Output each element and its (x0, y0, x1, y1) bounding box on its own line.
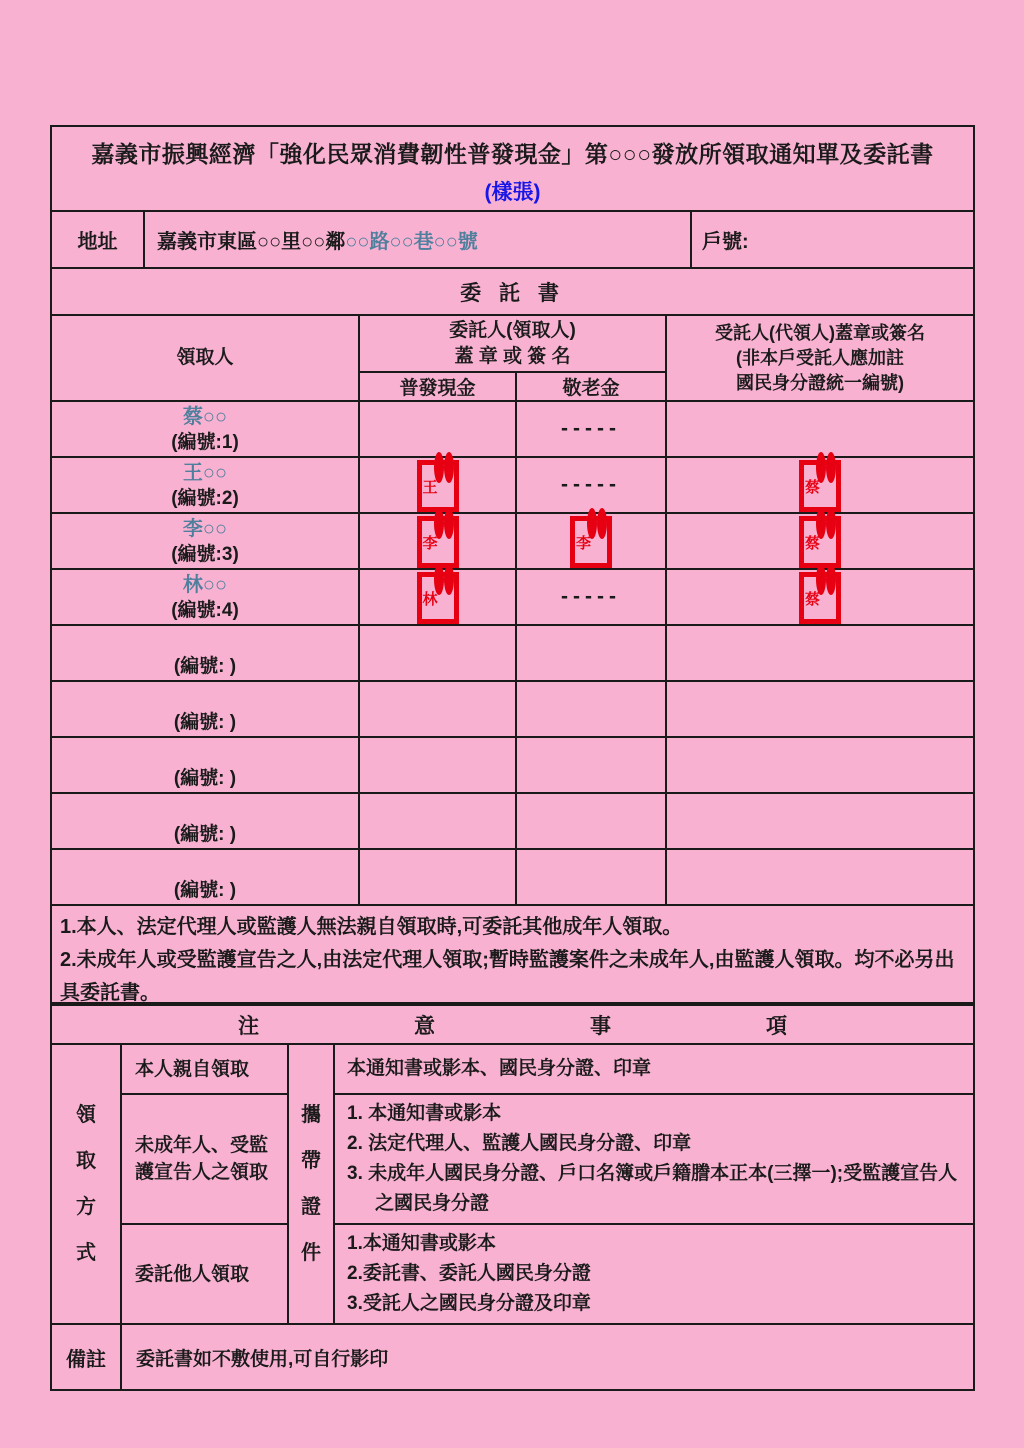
elder-stamp-cell (516, 401, 666, 457)
method-label-char: 取 (76, 1150, 96, 1172)
proxy-stamp-cell (666, 737, 974, 793)
seal-stamp-character: 蔡 (805, 535, 821, 552)
recipient-cell (51, 569, 359, 625)
recipient-number: (編號:4) (171, 599, 239, 621)
recipient-cell (51, 401, 359, 457)
attention-header-char: 項 (766, 1014, 787, 1038)
recipient-name: 蔡○○ (182, 405, 228, 428)
carry-column-label (288, 1044, 334, 1324)
elder-stamp-cell (516, 849, 666, 905)
recipient-name (52, 852, 358, 878)
table-row (51, 793, 974, 849)
proxy-stamp-cell (666, 625, 974, 681)
seal-ring-icon (434, 452, 444, 483)
delegation-section-title: 委 託 書 (50, 267, 975, 314)
recipient-number: (編號:2) (171, 487, 239, 509)
header-trustee-line3: 國民身分證統一編號) (736, 372, 904, 393)
cash-stamp-cell (359, 457, 516, 513)
recipient-cell (51, 625, 359, 681)
seal-ring-icon (816, 508, 826, 539)
recipient-name: 林○○ (182, 573, 228, 596)
recipient-name (52, 796, 358, 822)
table-row (51, 569, 974, 625)
header-row-1 (51, 315, 974, 372)
not-applicable-dashes: ----- (561, 585, 621, 608)
remark-label: 備註 (51, 1324, 121, 1390)
table-row (51, 513, 974, 569)
seal-stamp-rings (434, 513, 454, 535)
elder-stamp-cell (516, 513, 666, 569)
items-cell (334, 1224, 974, 1324)
recipient-name (52, 628, 358, 654)
method-cell: 委託他人領取 (121, 1224, 288, 1324)
elder-stamp-cell (516, 793, 666, 849)
seal-stamp-character: 蔡 (805, 591, 821, 608)
recipient-number: (編號:1) (171, 431, 239, 453)
proxy-stamp-cell (666, 457, 974, 513)
recipient-cell (51, 849, 359, 905)
carry-vertical-label (289, 1105, 333, 1263)
recipient-number: (編號: ) (173, 655, 237, 677)
seal-stamp (417, 460, 459, 512)
seal-stamp-character: 李 (422, 535, 438, 552)
seal-ring-icon (816, 564, 826, 595)
method-label-char: 領 (76, 1104, 96, 1126)
proxy-stamp-cell (666, 513, 974, 569)
header-delegator-line2: 蓋 章 或 簽 名 (454, 345, 571, 367)
carry-label-char: 證 (301, 1196, 321, 1218)
recipient-cell (51, 793, 359, 849)
seal-stamp-character: 蔡 (805, 479, 821, 496)
seal-ring-icon (444, 564, 454, 595)
seal-ring-icon (826, 508, 836, 539)
recipient-cell (51, 513, 359, 569)
seal-stamp-rings (434, 457, 454, 479)
document-item: 2.委託書、委託人國民身分證 (347, 1263, 591, 1284)
attention-header-char: 事 (590, 1014, 611, 1038)
carry-label-char: 攜 (301, 1104, 321, 1126)
recipient-cell (51, 737, 359, 793)
document-item: 1.本通知書或影本 (347, 1233, 496, 1254)
method-label-char: 式 (76, 1242, 96, 1264)
seal-stamp-rings (816, 513, 836, 535)
document-item: 3. 未成年人國民身分證、戶口名簿或戶籍謄本正本(三擇一);受監護宣告人之國民身分證 (347, 1163, 958, 1214)
proxy-stamp-cell (666, 681, 974, 737)
document-item: 本通知書或影本、國民身分證、印章 (347, 1058, 652, 1079)
header-trustee (666, 315, 974, 401)
seal-stamp (799, 572, 841, 624)
attention-header-char: 意 (414, 1014, 435, 1038)
seal-ring-icon (587, 508, 597, 539)
seal-stamp-character: 王 (422, 479, 438, 496)
proxy-stamp-cell (666, 793, 974, 849)
header-cash: 普發現金 (359, 372, 516, 401)
sample-label: (樣張) (484, 181, 541, 204)
attention-header-char: 注 (238, 1014, 259, 1038)
header-delegator-line1: 委託人(領取人) (449, 319, 576, 341)
seal-stamp (570, 516, 612, 568)
header-trustee-line1: 受託人(代領人)蓋章或簽名 (715, 322, 925, 343)
proxy-stamp-cell (666, 569, 974, 625)
recipient-number: (編號: ) (173, 767, 237, 789)
table-row (51, 1094, 974, 1224)
recipient-number: (編號: ) (173, 879, 237, 901)
proxy-stamp-cell (666, 401, 974, 457)
document-item: 1. 本通知書或影本 (347, 1103, 502, 1124)
cash-stamp-cell (359, 849, 516, 905)
seal-ring-icon (826, 452, 836, 483)
elder-stamp-cell (516, 569, 666, 625)
header-recipient-label: 領取人 (176, 347, 234, 368)
seal-ring-icon (444, 452, 454, 483)
method-label-char: 方 (76, 1196, 96, 1218)
recipient-name (52, 740, 358, 766)
seal-stamp-rings (816, 457, 836, 479)
document-item: 3.受託人之國民身分證及印章 (347, 1293, 591, 1314)
cash-stamp-cell (359, 625, 516, 681)
seal-stamp-character: 李 (576, 535, 592, 552)
header-elder: 敬老金 (516, 372, 666, 401)
method-vertical-label (52, 1105, 120, 1263)
table-row (51, 457, 974, 513)
recipient-cell (51, 457, 359, 513)
table-row (51, 625, 974, 681)
address-label: 地址 (52, 212, 145, 267)
seal-stamp-rings (587, 513, 607, 535)
seal-ring-icon (444, 508, 454, 539)
attention-table (50, 1043, 975, 1391)
not-applicable-dashes: ----- (561, 417, 621, 440)
address-value (145, 212, 690, 267)
cash-stamp-cell (359, 401, 516, 457)
delegation-table (50, 314, 975, 906)
not-applicable-dashes: ----- (561, 473, 621, 496)
remark-row (51, 1324, 974, 1390)
table-row (51, 737, 974, 793)
table-row (51, 1224, 974, 1324)
seal-stamp-rings (816, 569, 836, 591)
items-cell (334, 1094, 974, 1224)
household-number-label: 戶號: (690, 212, 973, 267)
attention-section-header (50, 1006, 975, 1043)
seal-stamp (417, 516, 459, 568)
elder-stamp-cell (516, 681, 666, 737)
elder-stamp-cell (516, 457, 666, 513)
cash-stamp-cell (359, 681, 516, 737)
seal-stamp-character: 林 (422, 591, 438, 608)
seal-stamp (417, 572, 459, 624)
cash-stamp-cell (359, 737, 516, 793)
recipient-cell (51, 681, 359, 737)
table-row (51, 849, 974, 905)
items-cell (334, 1044, 974, 1094)
recipient-name: 王○○ (182, 461, 228, 484)
document-item: 2. 法定代理人、監護人國民身分證、印章 (347, 1133, 692, 1154)
seal-stamp (799, 460, 841, 512)
method-column-label (51, 1044, 121, 1324)
address-value-teal: ○○路○○巷○○號 (345, 231, 478, 253)
method-cell: 未成年人、受監護宣告人之領取 (121, 1094, 288, 1224)
page-title: 嘉義市振興經濟「強化民眾消費韌性普發現金」第○○○發放所領取通知單及委託書 (91, 141, 934, 167)
note-line-1: 1.本人、法定代理人或監護人無法親自領取時,可委託其他成年人領取。 (60, 916, 683, 938)
seal-ring-icon (434, 508, 444, 539)
seal-stamp-rings (434, 569, 454, 591)
carry-label-char: 帶 (301, 1150, 321, 1172)
address-value-black: 嘉義市東區○○里○○鄰 (157, 231, 346, 253)
seal-ring-icon (826, 564, 836, 595)
carry-label-char: 件 (301, 1242, 321, 1264)
title-block (50, 125, 975, 210)
header-delegator (359, 315, 666, 372)
header-recipient (51, 315, 359, 401)
delegation-form-document (50, 125, 975, 1391)
seal-ring-icon (816, 452, 826, 483)
cash-stamp-cell (359, 513, 516, 569)
address-row (50, 210, 975, 267)
recipient-number: (編號:3) (171, 543, 239, 565)
remark-text: 委託書如不敷使用,可自行影印 (121, 1324, 974, 1390)
seal-stamp (799, 516, 841, 568)
table-row (51, 401, 974, 457)
method-cell: 本人親自領取 (121, 1044, 288, 1094)
recipient-name (52, 684, 358, 710)
seal-ring-icon (597, 508, 607, 539)
recipient-number: (編號: ) (173, 711, 237, 733)
elder-stamp-cell (516, 737, 666, 793)
note-line-2: 2.未成年人或受監護宣告之人,由法定代理人領取;暫時監護案件之未成年人,由監護人領取。均不必另出具委託書。 (60, 949, 955, 1004)
header-trustee-line2: (非本戶受託人應加註 (736, 347, 904, 368)
recipient-number: (編號: ) (173, 823, 237, 845)
proxy-stamp-cell (666, 849, 974, 905)
recipient-name: 李○○ (182, 517, 228, 540)
cash-stamp-cell (359, 569, 516, 625)
delegation-notes (50, 906, 975, 1006)
table-row (51, 681, 974, 737)
elder-stamp-cell (516, 625, 666, 681)
cash-stamp-cell (359, 793, 516, 849)
seal-ring-icon (434, 564, 444, 595)
table-row (51, 1044, 974, 1094)
